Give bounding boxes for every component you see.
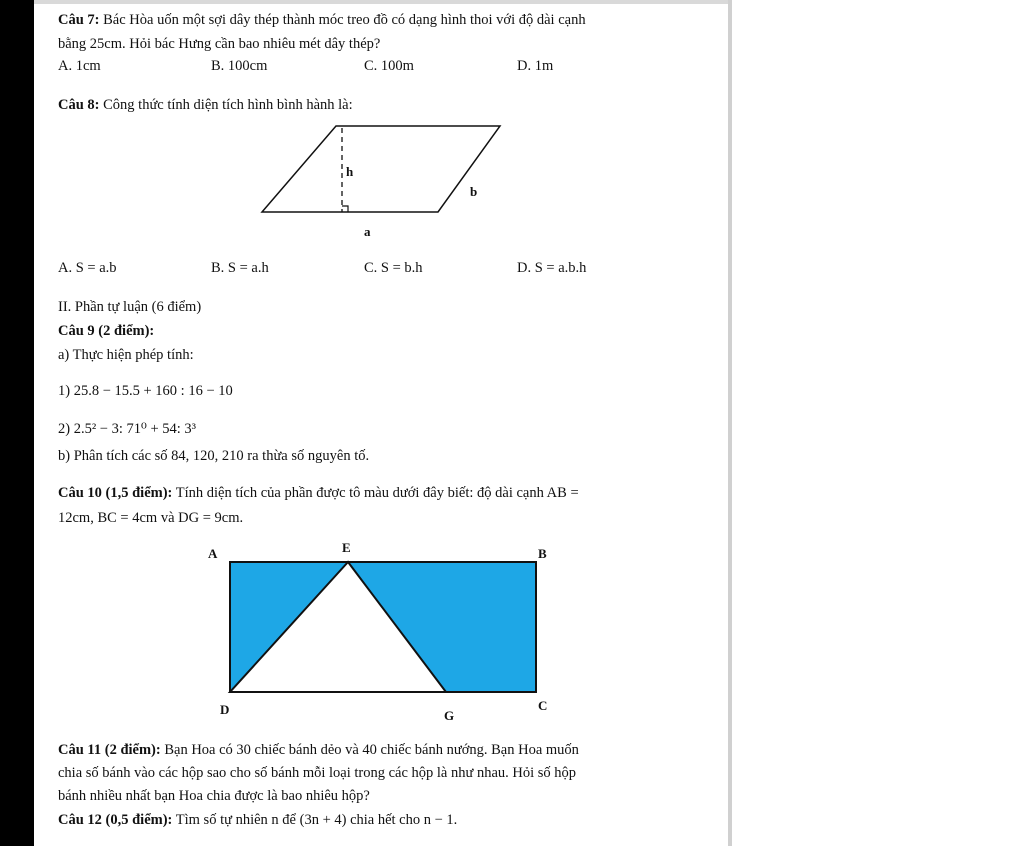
q7-option-a: A. 1cm xyxy=(58,58,101,74)
point-d: D xyxy=(220,702,230,717)
q7-option-b: B. 100cm xyxy=(211,58,268,74)
q9-part-a: a) Thực hiện phép tính: xyxy=(58,347,194,363)
section-2-heading: II. Phần tự luận (6 điểm) xyxy=(58,299,202,315)
q11-line2: chia số bánh vào các hộp sao cho số bánh mỗi loại trong các hộp là như nhau. Hỏi số hộp xyxy=(58,765,577,781)
page-right-edge xyxy=(728,0,732,846)
q11-label: Câu 11 (2 điểm): xyxy=(58,742,161,758)
q9-calc-2: 2) 2.5² − 3: 71⁰ + 54: 3³ xyxy=(58,421,196,437)
q7-option-d: D. 1m xyxy=(517,58,554,74)
label-h: h xyxy=(346,164,354,179)
q7-label: Câu 7: xyxy=(58,12,100,28)
q7-text1: Bác Hòa uốn một sợi dây thép thành móc treo đồ có dạng hình thoi với độ dài cạnh xyxy=(103,12,586,28)
right-angle-mark xyxy=(342,206,348,212)
label-b: b xyxy=(470,184,478,199)
point-e: E xyxy=(342,540,351,555)
parallelogram-shape xyxy=(262,126,500,212)
q8-text: Công thức tính diện tích hình bình hành là: xyxy=(103,97,353,113)
q8-option-c: C. S = b.h xyxy=(364,260,423,276)
q11-text1: Bạn Hoa có 30 chiếc bánh dẻo và 40 chiếc bánh nướng. Bạn Hoa muốn xyxy=(164,742,579,758)
q10-line2: 12cm, BC = 4cm và DG = 9cm. xyxy=(58,510,244,526)
q12-label: Câu 12 (0,5 điểm): xyxy=(58,812,173,828)
q8-option-b: B. S = a.h xyxy=(211,260,269,276)
q12-text: Tìm số tự nhiên n để (3n + 4) chia hết cho n − 1. xyxy=(175,812,458,828)
parallelogram-figure xyxy=(250,118,510,248)
q7-option-c: C. 100m xyxy=(364,58,414,74)
label-a: a xyxy=(364,224,371,239)
point-a: A xyxy=(208,546,218,561)
q10-line1 xyxy=(58,484,579,502)
q8-label: Câu 8: xyxy=(58,97,100,113)
q12-line xyxy=(58,811,457,829)
margin-area xyxy=(728,0,1024,846)
q8-option-a: A. S = a.b xyxy=(58,260,117,276)
q10-label: Câu 10 (1,5 điểm): xyxy=(58,485,173,501)
q7-line2: bằng 25cm. Hỏi bác Hưng cần bao nhiêu mét dây thép? xyxy=(58,36,381,52)
rectangle-figure xyxy=(200,536,570,726)
q9-part-b: b) Phân tích các số 84, 120, 210 ra thừa số nguyên tố. xyxy=(58,448,370,464)
q8-line xyxy=(58,96,353,114)
q10-text1: Tính diện tích của phần được tô màu dưới đây biết: độ dài cạnh AB = xyxy=(175,485,579,501)
q9-calc-1: 1) 25.8 − 15.5 + 160 : 16 − 10 xyxy=(58,383,233,399)
point-g: G xyxy=(444,708,455,723)
point-c: C xyxy=(538,698,548,713)
q11-line3: bánh nhiều nhất bạn Hoa chia được là bao nhiêu hộp? xyxy=(58,788,370,804)
q11-line1 xyxy=(58,741,579,759)
page-top-border xyxy=(34,0,728,4)
q7-line1 xyxy=(58,11,586,29)
point-b: B xyxy=(538,546,547,561)
q8-option-d: D. S = a.b.h xyxy=(517,260,587,276)
q9-label: Câu 9 (2 điểm): xyxy=(58,323,155,339)
